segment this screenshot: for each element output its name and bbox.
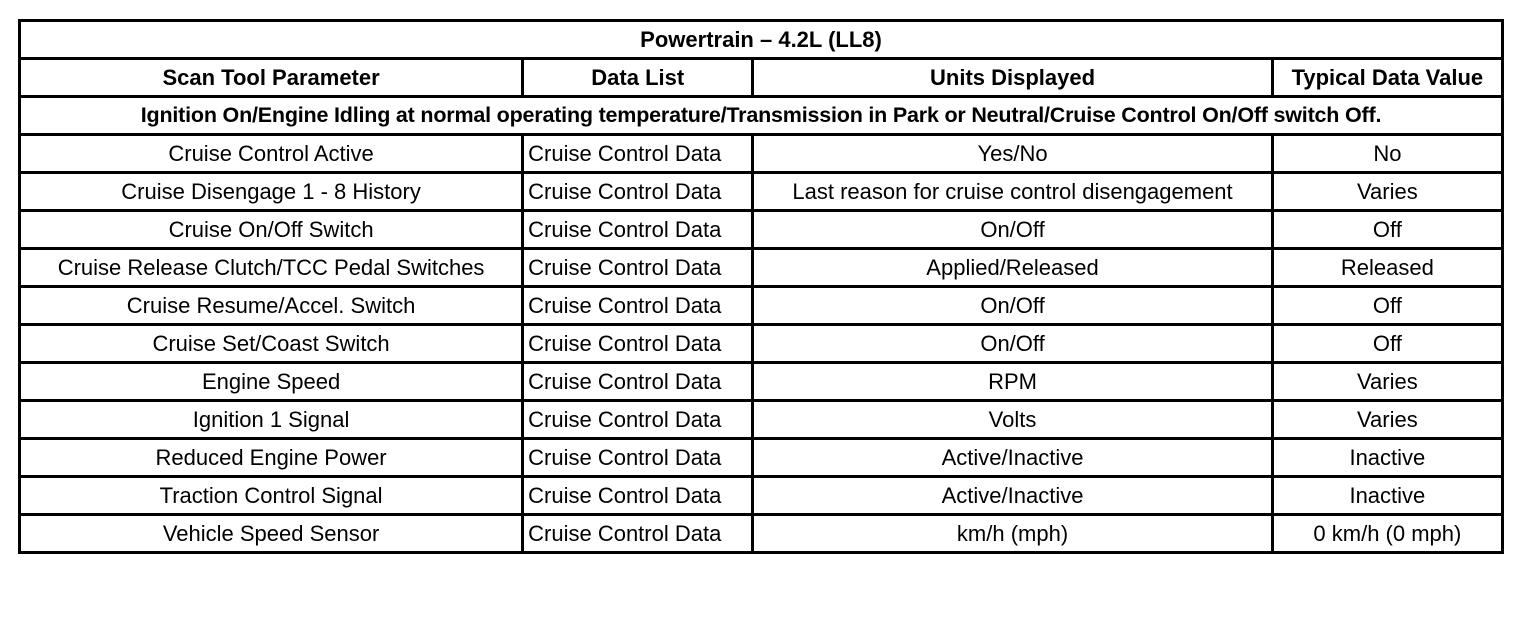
units-cell: Active/Inactive — [753, 439, 1272, 477]
typical-value-cell: Inactive — [1272, 439, 1502, 477]
table-row — [20, 401, 1503, 439]
table-row — [20, 287, 1503, 325]
units-cell: Last reason for cruise control disengagement — [753, 173, 1272, 211]
data-list-cell: Cruise Control Data — [523, 515, 753, 553]
data-list-cell: Cruise Control Data — [523, 173, 753, 211]
typical-value-cell: Varies — [1272, 401, 1502, 439]
data-list-cell: Cruise Control Data — [523, 439, 753, 477]
units-cell: Volts — [753, 401, 1272, 439]
table-row — [20, 477, 1503, 515]
units-cell: Active/Inactive — [753, 477, 1272, 515]
parameter-cell: Vehicle Speed Sensor — [20, 515, 523, 553]
test-condition-text: Ignition On/Engine Idling at normal operating temperature/Transmission in Park or Neutral/Cruise Control On/Off switch Off. — [20, 97, 1503, 135]
table-row — [20, 173, 1503, 211]
header-data-list: Data List — [523, 59, 753, 97]
parameter-cell: Ignition 1 Signal — [20, 401, 523, 439]
typical-value-cell: Off — [1272, 287, 1502, 325]
data-list-cell: Cruise Control Data — [523, 477, 753, 515]
data-list-cell: Cruise Control Data — [523, 249, 753, 287]
typical-value-cell: Released — [1272, 249, 1502, 287]
parameter-cell: Cruise Control Active — [20, 135, 523, 173]
units-cell: On/Off — [753, 325, 1272, 363]
units-cell: Applied/Released — [753, 249, 1272, 287]
typical-value-cell: Off — [1272, 211, 1502, 249]
data-list-cell: Cruise Control Data — [523, 135, 753, 173]
parameter-cell: Cruise Disengage 1 - 8 History — [20, 173, 523, 211]
table-body — [20, 135, 1503, 553]
data-list-cell: Cruise Control Data — [523, 287, 753, 325]
typical-value-cell: Varies — [1272, 173, 1502, 211]
table-row — [20, 439, 1503, 477]
header-scan-tool-parameter: Scan Tool Parameter — [20, 59, 523, 97]
table-row — [20, 135, 1503, 173]
parameter-cell: Cruise Release Clutch/TCC Pedal Switches — [20, 249, 523, 287]
units-cell: On/Off — [753, 287, 1272, 325]
typical-value-cell: Off — [1272, 325, 1502, 363]
parameter-cell: Engine Speed — [20, 363, 523, 401]
units-cell: On/Off — [753, 211, 1272, 249]
parameter-cell: Cruise Resume/Accel. Switch — [20, 287, 523, 325]
typical-value-cell: Varies — [1272, 363, 1502, 401]
header-typical-data-value: Typical Data Value — [1272, 59, 1502, 97]
parameter-cell: Cruise On/Off Switch — [20, 211, 523, 249]
table-title-row — [20, 21, 1503, 59]
parameter-cell: Reduced Engine Power — [20, 439, 523, 477]
typical-value-cell: 0 km/h (0 mph) — [1272, 515, 1502, 553]
typical-value-cell: Inactive — [1272, 477, 1502, 515]
table-header-row — [20, 59, 1503, 97]
data-list-cell: Cruise Control Data — [523, 325, 753, 363]
parameter-cell: Cruise Set/Coast Switch — [20, 325, 523, 363]
table-row — [20, 211, 1503, 249]
parameter-cell: Traction Control Signal — [20, 477, 523, 515]
table-row — [20, 249, 1503, 287]
units-cell: Yes/No — [753, 135, 1272, 173]
data-list-cell: Cruise Control Data — [523, 401, 753, 439]
units-cell: RPM — [753, 363, 1272, 401]
units-cell: km/h (mph) — [753, 515, 1272, 553]
table-title: Powertrain – 4.2L (LL8) — [20, 21, 1503, 59]
table-row — [20, 363, 1503, 401]
condition-row — [20, 97, 1503, 135]
header-units-displayed: Units Displayed — [753, 59, 1272, 97]
table-row — [20, 325, 1503, 363]
typical-value-cell: No — [1272, 135, 1502, 173]
table-row — [20, 515, 1503, 553]
scan-tool-data-table — [18, 19, 1504, 554]
data-list-cell: Cruise Control Data — [523, 211, 753, 249]
data-list-cell: Cruise Control Data — [523, 363, 753, 401]
